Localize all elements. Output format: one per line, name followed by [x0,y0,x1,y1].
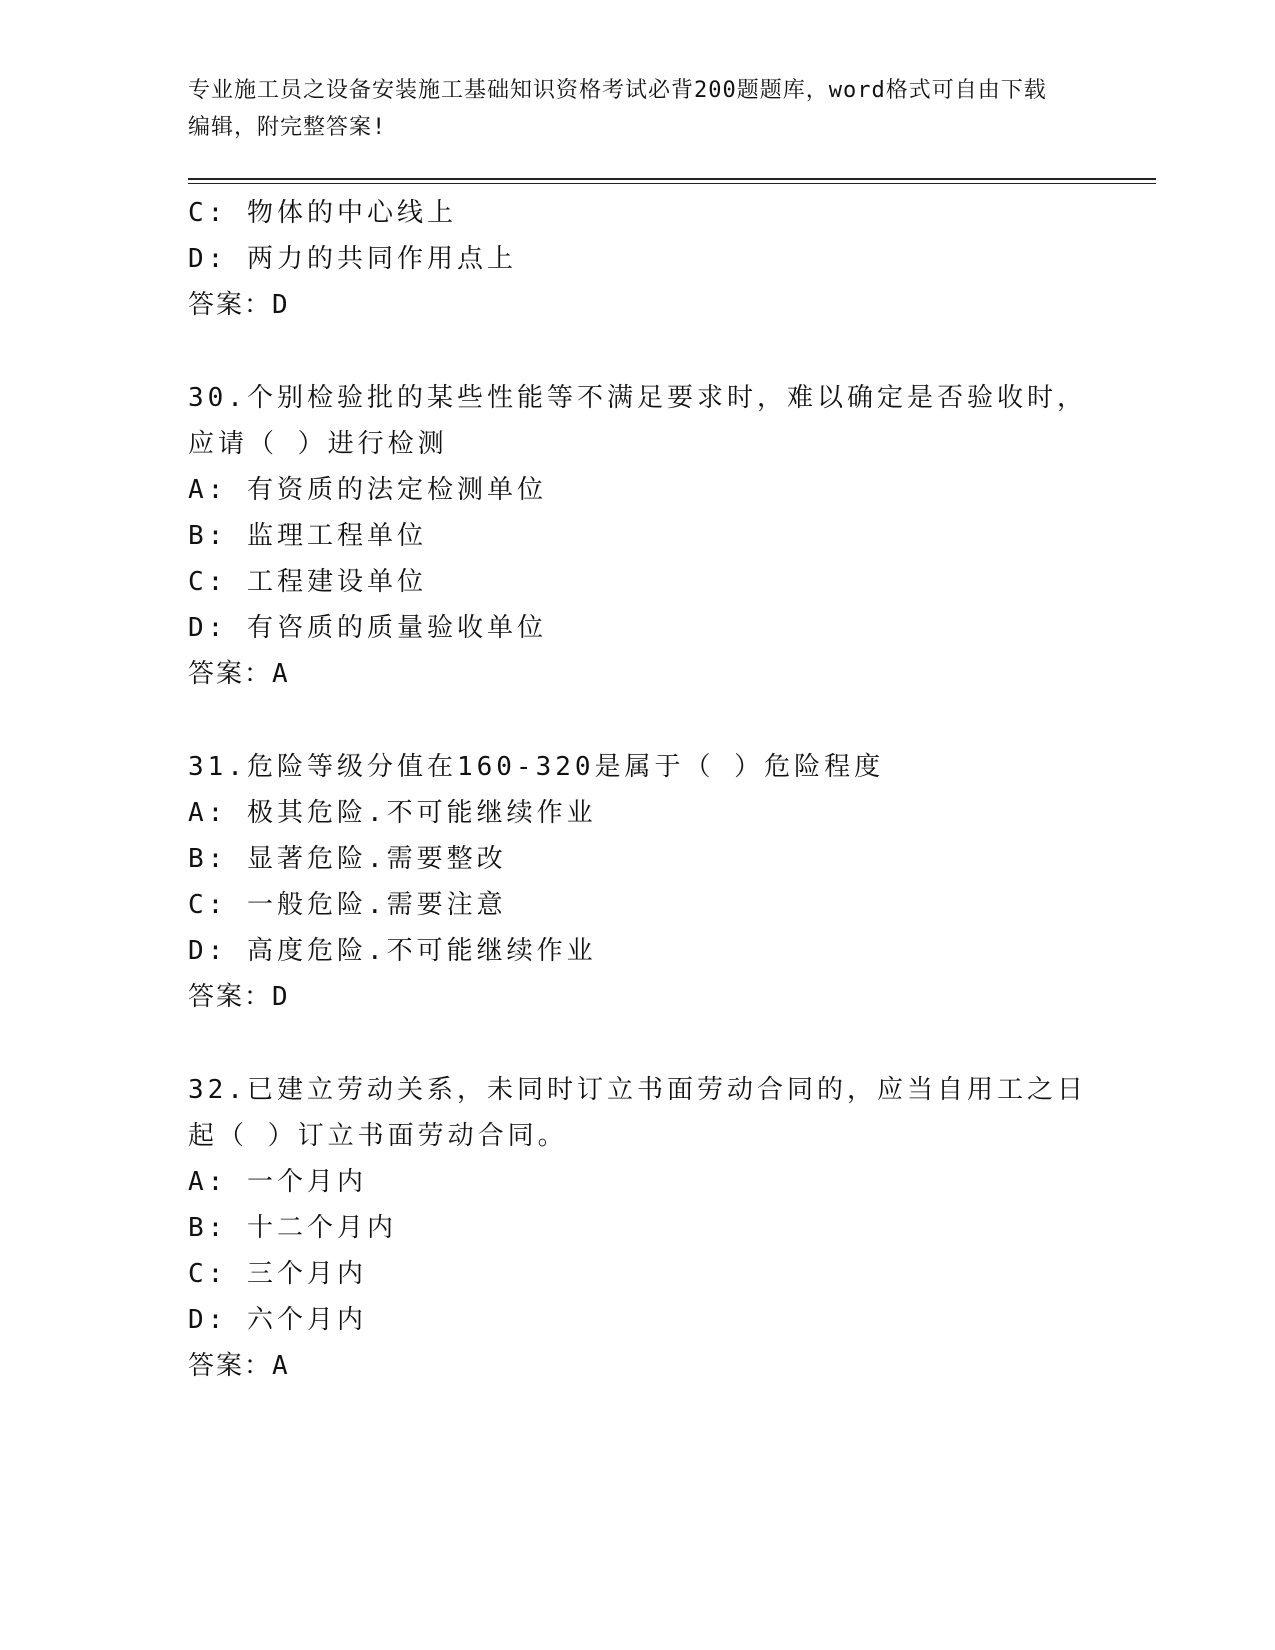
option-c: C: 一般危险.需要注意 [188,890,507,920]
question-text: 30.个别检验批的某些性能等不满足要求时，难以确定是否验收时，应请（ ）进行检测 [188,383,1087,459]
option-b: B: 十二个月内 [188,1213,397,1243]
header-divider-bottom [188,183,1156,184]
option-c: C: 三个月内 [188,1259,367,1289]
answer-value: A [272,659,290,689]
answer-label: 答案： [188,290,273,320]
option-d: D: 六个月内 [188,1305,367,1335]
option-a: A: 有资质的法定检测单位 [188,475,547,505]
question-32 [188,1067,1088,1389]
question-30 [188,375,1088,697]
option-d: D: 有咨质的质量验收单位 [188,613,547,643]
answer-label: 答案： [188,659,273,689]
answer-value: D [272,290,290,320]
question-text: 32.已建立劳动关系，未同时订立书面劳动合同的，应当自用工之日起（ ）订立书面劳动合同。 [188,1075,1087,1151]
option-d: D: 高度危险.不可能继续作业 [188,936,597,966]
option-c: C: 物体的中心线上 [188,198,457,228]
question-spacer [188,697,1088,744]
question-spacer [188,1020,1088,1067]
answer-label: 答案： [188,982,273,1012]
answer-line [188,974,1088,1020]
option-a: A: 一个月内 [188,1167,367,1197]
document-header: 专业施工员之设备安装施工基础知识资格考试必背200题题库，word格式可自由下载编辑，附完整答案! [188,78,1047,140]
question-spacer [188,328,1088,375]
option-c: C: 工程建设单位 [188,567,427,597]
answer-label: 答案： [188,1351,273,1381]
answer-line [188,282,1088,328]
answer-value: D [272,982,290,1012]
question-text: 31.危险等级分值在160-320是属于（ ）危险程度 [188,752,885,782]
answer-line [188,651,1088,697]
answer-line [188,1343,1088,1389]
question-content [188,190,1088,1389]
option-b: B: 显著危险.需要整改 [188,844,507,874]
option-a: A: 极其危险.不可能继续作业 [188,798,597,828]
option-b: B: 监理工程单位 [188,521,427,551]
option-d: D: 两力的共同作用点上 [188,244,517,274]
header-divider-top [188,178,1156,180]
question-31 [188,744,1088,1020]
answer-value: A [272,1351,290,1381]
question-29-continued [188,190,1088,328]
